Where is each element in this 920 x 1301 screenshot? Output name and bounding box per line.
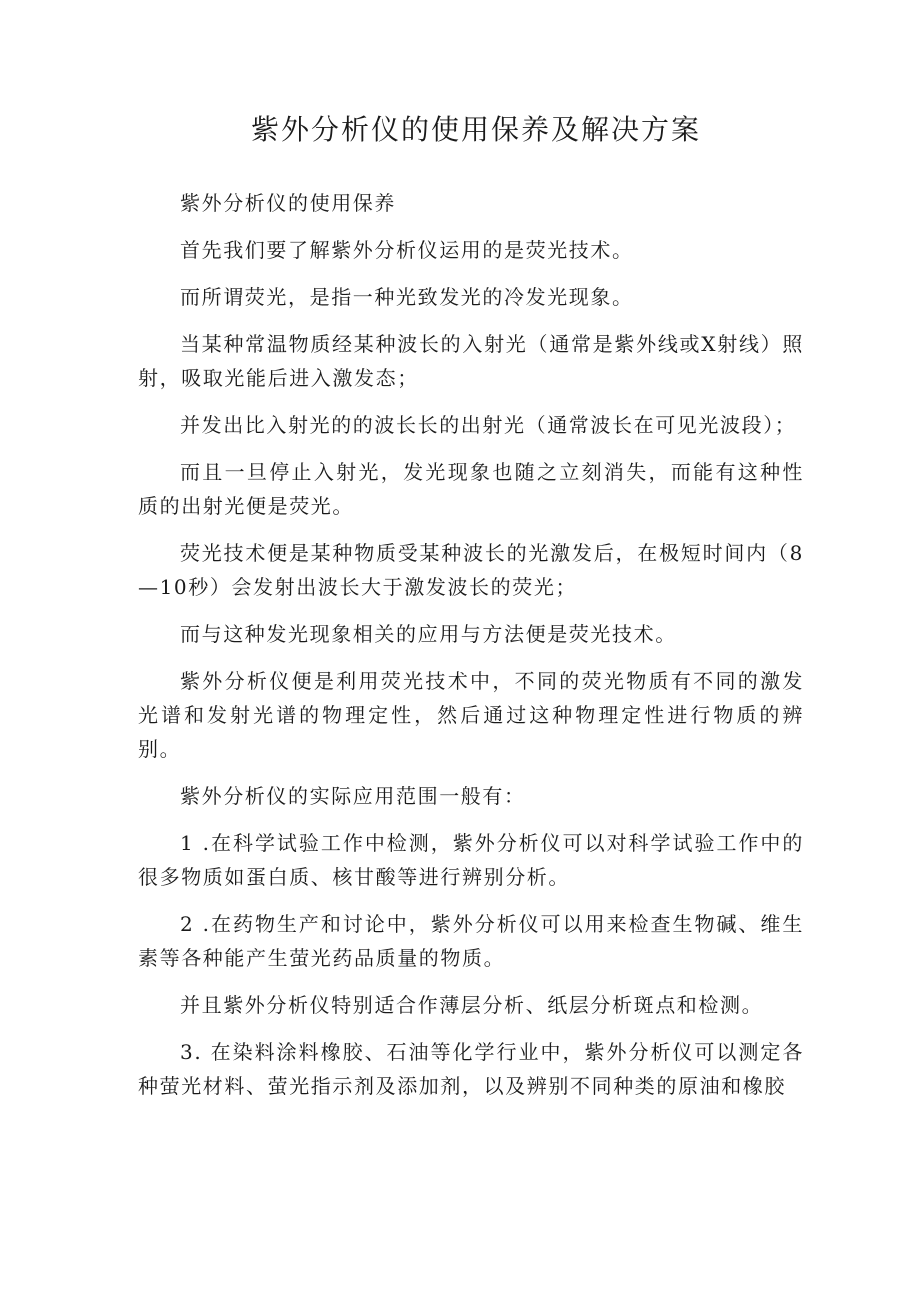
list-item-1: 1 .在科学试验工作中检测，紫外分析仪可以对科学试验工作中的很多物质如蛋白质、核甘酸等进行辨别分析。 — [138, 831, 804, 889]
paragraph: 紫外分析仪的实际应用范围一般有： — [180, 784, 526, 808]
paragraph: 当某种常温物质经某种波长的入射光（通常是紫外线或X射线）照射，吸取光能后进入激发态； — [138, 332, 804, 390]
paragraph: 荧光技术便是某种物质受某种波长的光激发后，在极短时间内（8—10秒）会发射出波长大于激发波长的荧光； — [138, 541, 804, 599]
paragraph: 紫外分析仪便是利用荧光技术中，不同的荧光物质有不同的激发光谱和发射光谱的物理定性，然后通过这种物理定性进行物质的辨别。 — [138, 669, 804, 761]
list-item-3: 3. 在染料涂料橡胶、石油等化学行业中，紫外分析仪可以测定各种萤光材料、萤光指示剂及添加剂，以及辨别不同种类的原油和橡胶 — [138, 1040, 804, 1098]
paragraph-section-heading: 紫外分析仪的使用保养 — [180, 191, 396, 215]
paragraph: 并且紫外分析仪特别适合作薄层分析、纸层分析斑点和检测。 — [180, 993, 764, 1017]
document-title: 紫外分析仪的使用保养及解决方案 — [250, 113, 701, 146]
list-item-2: 2 .在药物生产和讨论中，紫外分析仪可以用来检查生物碱、维生素等各种能产生萤光药品质量的物质。 — [138, 912, 804, 970]
paragraph: 而与这种发光现象相关的应用与方法便是荧光技术。 — [180, 622, 677, 646]
paragraph: 而且一旦停止入射光，发光现象也随之立刻消失，而能有这种性质的出射光便是荧光。 — [138, 460, 804, 518]
paragraph: 并发出比入射光的的波长长的出射光（通常波长在可见光波段）； — [180, 413, 797, 437]
paragraph: 首先我们要了解紫外分析仪运用的是荧光技术。 — [180, 238, 634, 262]
paragraph: 而所谓荧光，是指一种光致发光的冷发光现象。 — [180, 285, 634, 309]
